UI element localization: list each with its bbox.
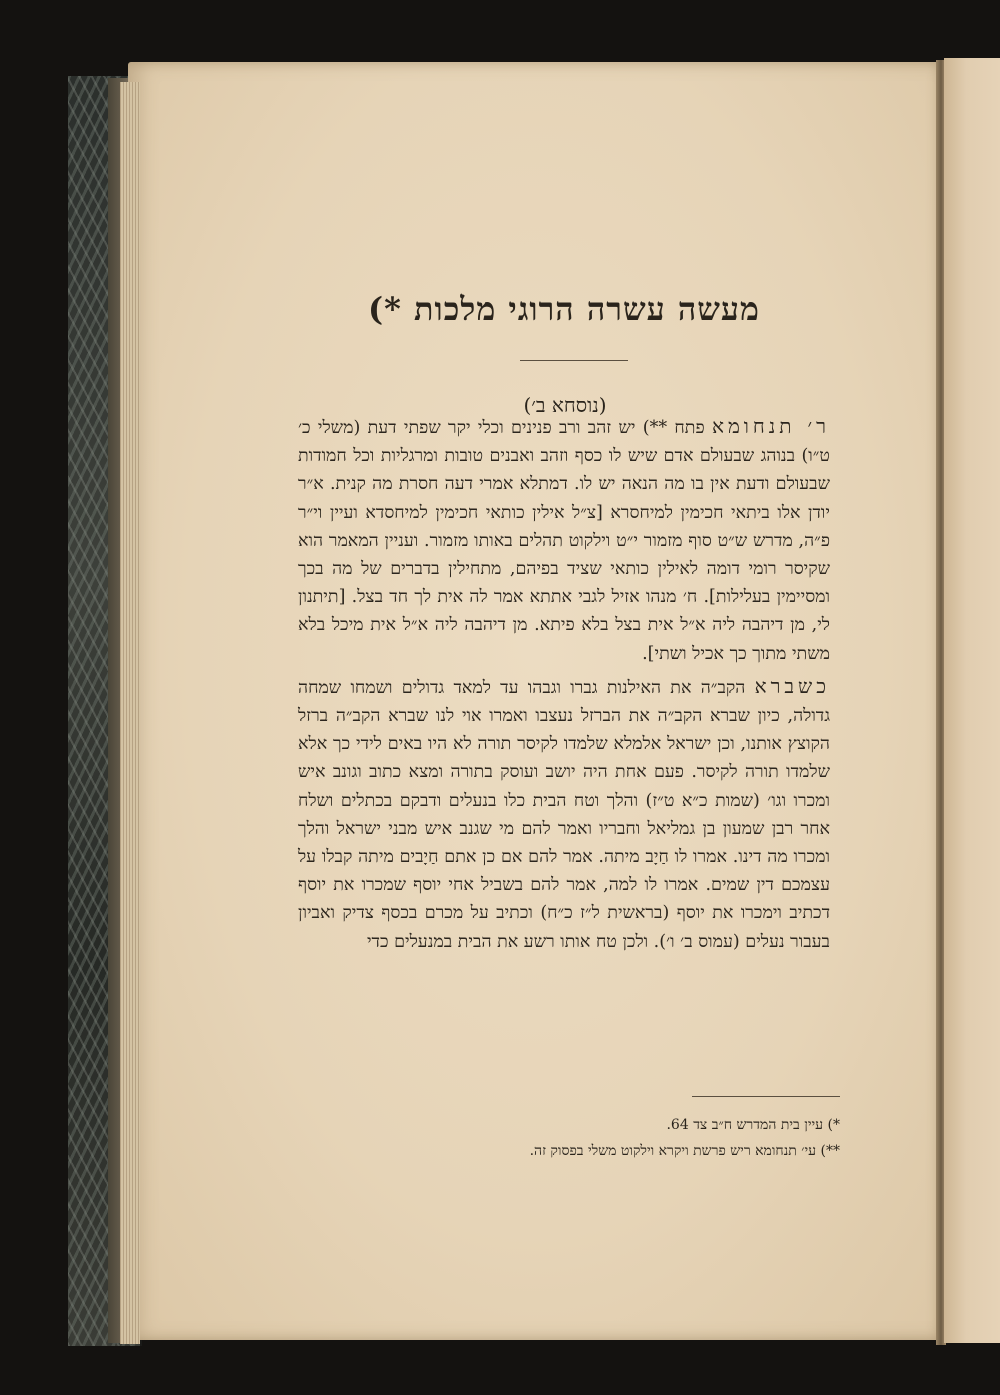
paragraph-lead: ר׳ תנחומא	[711, 414, 831, 438]
paragraph	[298, 412, 830, 668]
title-rule	[520, 360, 628, 361]
paragraph-text: פתח **) יש זהב ורב פנינים וכלי יקר שפתי דעת (משלי כ׳ ט״ו) בנוהג שבעולם אדם שיש לו כסף וזהב ואבנים טובות ומרגליות וכל חמודות שבעולם ודעת אין בו מה הנאה יש לו. דמתלא אמרי דעה חסרת מה קנית. א״ר יודן אלו ביתאי חכימין למיחסרא [צ״ל אילין כותאי חכימין למיחסדא ועיין וי״ר פ״ה, מדרש ש״ט סוף מזמור י״ט וילקוט תהלים באותו מזמור. ועניין המאמר הוא שקיסר רומי דומה לאילין כותאי שציד בפיהם, מתחילין בדברים של מה בכך ומסיימין בעלילות]. ח׳ מנהו אזיל לגבי אתתא אמר לה אית לך חד בצל. [תיתנון לי, מן דיהבה ליה א״ל אית בצל בלא פיתא. מן דיהבה ליה א״ל אית מיכל בלא משתי מתוך כך אכיל ושתי].	[298, 418, 830, 664]
page-stack-edge	[120, 82, 140, 1344]
facing-page-edge	[944, 58, 1000, 1343]
paragraph-text: הקב״ה את האילנות גברו וגבהו עד למאד גדולים ושמחו שמחה גדולה, כיון שברא הקב״ה את הברזל נעצבו ואמרו אוי לנו שברא הקב״ה ברזל הקוצץ אותנו, וכן ישראל אלמלא שלמדו לקיסר תורה לא היו באים לידי כך אלא שלמדו תורה לקיסר. פעם אחת היה יושב ועוסק בתורה ומצא כתוב וגונב איש ומכרו וגו׳ (שמות כ״א ט״ז) והלך וטח הבית כלו בנעלים ודבקם בכתלים ושלח אחר רבן שמעון בן גמליאל וחבריו ואמר להם מי שגנב איש מבני ישראל והלך ומכרו מה דינו. אמרו לו חַיָב מיתה. אמר להם אם כן אתם חַיָבים מיתה קבלו על עצמכם דין שמים. אמרו לו למה, אמר להם בשביל אחי יוסף שמכרו את יוסף דכתיב וימכרו את יוסף (בראשית ל״ז כ״ח) וכתיב על מכרם בכסף צדיק ואביון בעבור נעלים (עמוס ב׳ ו׳). ולכן טח אותו רשע את הבית במנעלים כדי	[298, 677, 830, 952]
paragraph	[298, 672, 830, 956]
footnotes	[440, 1112, 840, 1164]
page-title: מעשה עשרה הרוגי מלכות *)	[367, 290, 760, 328]
footnote: *) עיין בית המדרש ח״ב צד 64.	[666, 1117, 840, 1133]
version-label: (נוסחא ב׳)	[523, 393, 607, 417]
body-text	[298, 412, 830, 956]
footnote: **) עי׳ תנחומא ריש פרשת ויקרא וילקוט משלי בפסוק זה.	[529, 1143, 840, 1159]
footnote-rule	[692, 1096, 840, 1097]
paragraph-lead: כשברא	[754, 673, 830, 698]
